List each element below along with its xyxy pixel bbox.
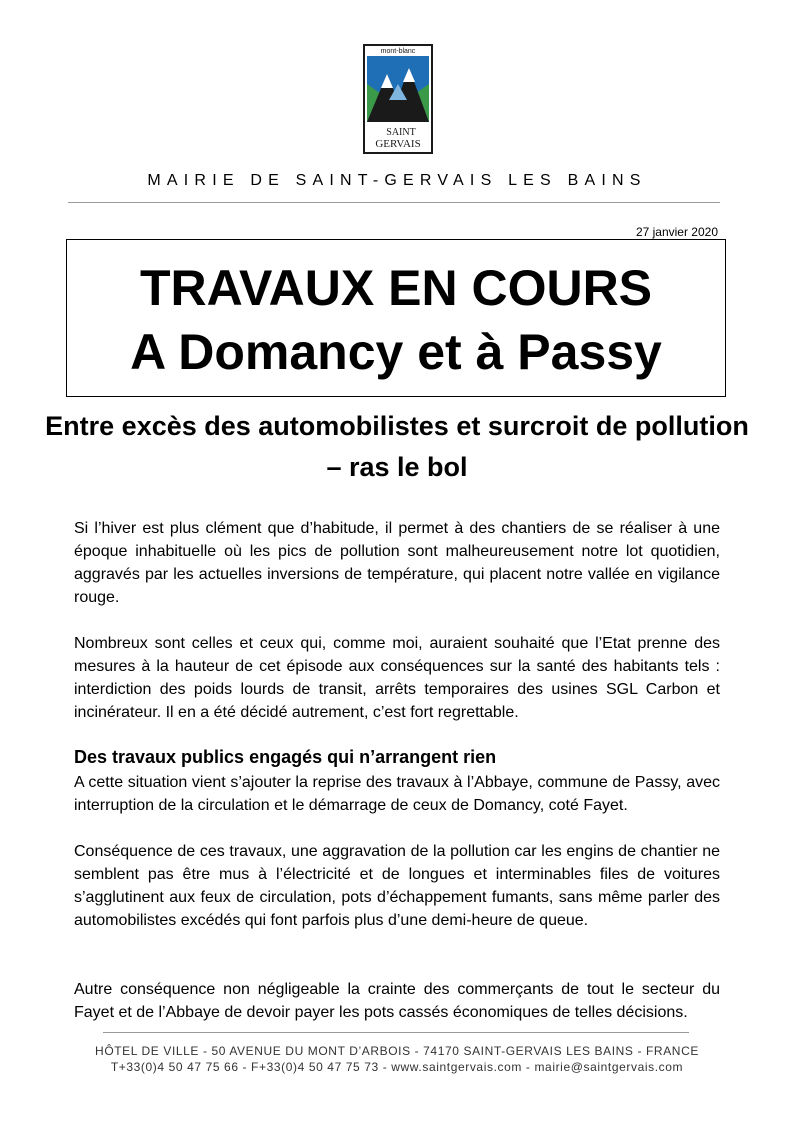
subtitle: Entre excès des automobilistes et surcroit de pollution – ras le bol [45, 411, 749, 482]
headline-line-1: TRAVAUX EN COURS [139, 260, 653, 316]
footer-divider [103, 1032, 689, 1033]
document-date: 27 janvier 2020 [635, 225, 718, 239]
section-heading: Des travaux publics engagés qui n’arrangent rien [74, 747, 497, 767]
paragraph-1: Si l’hiver est plus clément que d’habitude, il permet à des chantiers de se réaliser à une époque inhabituelle où les pics de pollution sont malheureusement notre lot quotidien, aggravés par les actuelles inversions de température, qui placent notre vallée en vigilance rouge. [74, 520, 720, 606]
headline-box [66, 239, 726, 397]
logo-name-line1: SAINT [386, 127, 416, 138]
paragraph-5: Autre conséquence non négligeable la crainte des commerçants de tout le secteur du Fayet et de l’Abbaye de devoir payer les pots cassés économiques de telles décisions. [74, 981, 720, 1021]
paragraph-4: Conséquence de ces travaux, une aggravation de la pollution car les engins de chantier ne semblent pas être mus à l’électricité et de longues et interminables files de voitures s’agglutinent aux feux de circulation, pots d’échappement fumants, sans même parler des automobilistes excédés qui font parfois plus d’une demi-heure de queue. [74, 843, 720, 929]
logo-name-line2: GERVAIS [375, 138, 421, 150]
page-header-title: MAIRIE DE SAINT-GERVAIS LES BAINS [147, 172, 647, 189]
paragraph-2: Nombreux sont celles et ceux qui, comme moi, auraient souhaité que l’Etat prenne des mesures à la hauteur de cet épisode aux conséquences sur la santé des habitants tels : interdiction des poids lourds de transit, arrêts temporaires des usines SGL Carbon et incinérateur. Il en a été décidé autrement, c’est fort regrettable. [74, 635, 720, 721]
mountain-logo-icon [363, 44, 433, 154]
headline-line-2: A Domancy et à Passy [130, 324, 662, 380]
footer-address: HÔTEL DE VILLE - 50 AVENUE DU MONT D’ARBOIS - 74170 SAINT-GERVAIS LES BAINS - FRANCE [95, 1044, 699, 1058]
paragraph-3: A cette situation vient s’ajouter la reprise des travaux à l’Abbaye, commune de Passy, avec interruption de la circulation et le démarrage de ceux de Domancy, coté Fayet. [74, 774, 720, 814]
footer-contact: T+33(0)4 50 47 75 66 - F+33(0)4 50 47 75 73 - www.saintgervais.com - mairie@saintgervais.com [110, 1060, 684, 1074]
logo-top-text: mont-blanc [380, 48, 416, 55]
saint-gervais-logo [363, 44, 433, 154]
header-divider [68, 202, 720, 203]
